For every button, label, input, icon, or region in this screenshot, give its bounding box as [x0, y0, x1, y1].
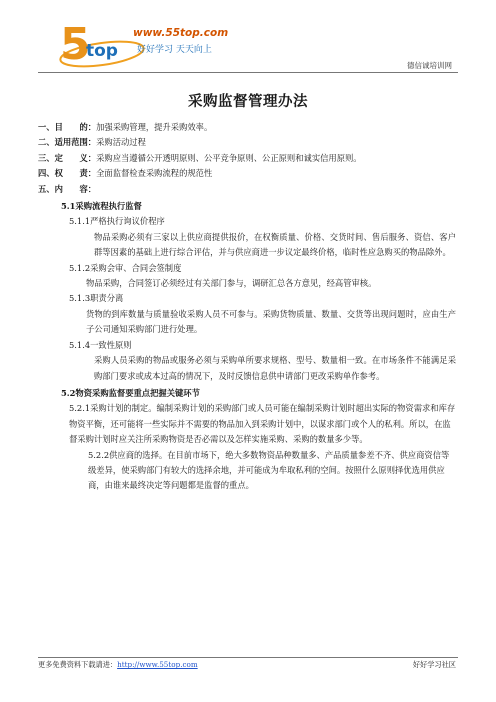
- site-name: 德信诚培训网: [407, 61, 452, 70]
- subheading-5-1-4: 5.1.4一致性原则: [69, 339, 132, 350]
- section-responsibility: [38, 166, 456, 181]
- section-text: 全面监督检查采购流程的规范性: [96, 168, 213, 179]
- subheading-5-1-2: 5.1.2采购会审、合同会签制度: [69, 262, 182, 273]
- section-label: 三、定 义：: [38, 152, 97, 163]
- logo-url: www.55top.com: [133, 27, 229, 39]
- section-label: 五、内 容：: [38, 183, 97, 194]
- paragraph-5-1-1: 物品采购必须有三家以上供应商提供报价，在权衡质量、价格、交货时间、售后服务、资信、客户群等因素的基础上进行综合评估，并与供应商进一步议定最终价格，临时性应急购买的物品除外。: [94, 231, 456, 258]
- logo-slogan: 好好学习 天天向上: [137, 45, 212, 55]
- paragraph-5-2-1: 5.2.1采购计划的制定。编制采购计划的采购部门或人员可能在编制采购计划时超出实际的物资需求和库存物资平衡，还可能将一些实际并不需要的物品加入到采购计划中，以谋求部门或个人的私利。所以，在监督采购计划时应关注所采购物资是否必需以及怎样实施采购、采购的数量多少等。: [69, 403, 456, 445]
- document-body: [38, 120, 456, 494]
- logo-number: 5: [60, 19, 91, 70]
- logo-brand: top: [86, 41, 118, 61]
- section-text: 加强采购管理，提升采购效率。: [96, 122, 213, 132]
- paragraph-5-1-3: 货物的到库数量与质量验收采购人员不可参与。采购货物质量、数量、交货等出现问题时，应由生产子公司通知采购部门进行处理。: [86, 308, 456, 335]
- site-logo[interactable]: [58, 14, 258, 72]
- heading-5-1: 5.1采购流程执行监督: [61, 201, 142, 212]
- footer-community: 好好学习社区: [412, 660, 456, 669]
- section-text: 采购活动过程: [96, 137, 146, 148]
- section-definition: [38, 151, 456, 166]
- footer-divider: [38, 657, 458, 658]
- logo-graphic: [58, 14, 258, 72]
- footer-prefix: 更多免费资料下载请进：: [38, 660, 118, 669]
- section-label: 二、适用范围：: [38, 137, 97, 148]
- section-content: [38, 182, 456, 197]
- paragraph-5-2-2: 5.2.2供应商的选择。在目前市场下，绝大多数物资品种数量多、产品质量参差不齐、供应商资信等级差异，使采购部门有较大的选择余地，并可能成为牟取私利的空间。按照什么原则择优选用供应商，由谁来最终决定等问题都是监督的重点。: [88, 449, 450, 491]
- header-divider: [38, 72, 458, 73]
- footer-link[interactable]: http://www.55top.com: [117, 660, 198, 669]
- footer-download-note: [38, 660, 198, 670]
- paragraph-5-1-2: 物品采购，合同签订必须经过有关部门参与，调研汇总各方意见，经高管审核。: [86, 278, 377, 289]
- section-text: 采购应当遵循公开透明原则、公平竞争原则、公正原则和诚实信用原则。: [96, 152, 362, 163]
- document-title: 采购监督管理办法: [188, 93, 308, 110]
- section-purpose: [38, 120, 456, 135]
- paragraph-5-1-4: 采购人员采购的物品或服务必须与采购单所要求规格、型号、数量相一致。在市场条件不能满足采购部门要求或成本过高的情况下，及时反馈信息供申请部门更改采购单作参考。: [94, 355, 456, 381]
- section-label: 一、目 的：: [38, 122, 97, 132]
- section-label: 四、权 责：: [38, 168, 97, 179]
- heading-5-2: 5.2物资采购监督要重点把握关键环节: [61, 387, 200, 398]
- subheading-5-1-1: 5.1.1严格执行询议价程序: [69, 216, 165, 227]
- section-scope: [38, 135, 456, 150]
- subheading-5-1-3: 5.1.3职责分离: [69, 293, 124, 304]
